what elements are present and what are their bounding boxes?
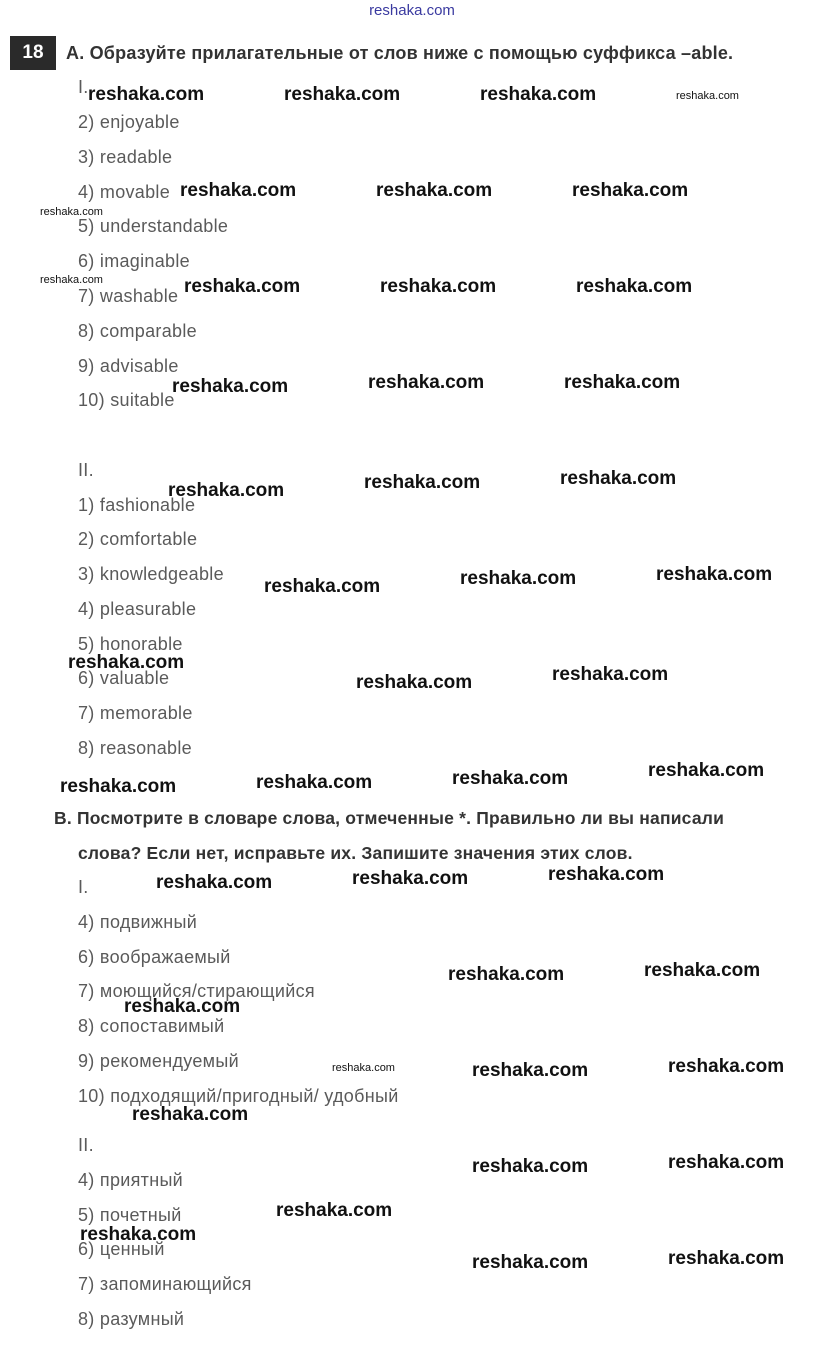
list-item: 2) enjoyable <box>78 112 180 132</box>
watermark: reshaka.com <box>276 1200 393 1221</box>
watermark: reshaka.com <box>668 1248 785 1269</box>
watermark: reshaka.com <box>168 480 285 501</box>
list-item: 9) advisable <box>78 356 179 376</box>
list-item: 6) imaginable <box>78 251 190 271</box>
list-item: 7) моющийся/стирающийся <box>78 981 315 1001</box>
list-item: 5) understandable <box>78 216 229 236</box>
group-label: II. <box>78 1135 94 1155</box>
watermark: reshaka.com <box>648 760 765 781</box>
list-item: 3) knowledgeable <box>78 564 224 584</box>
watermark: reshaka.com <box>472 1060 589 1081</box>
list-item: 3) readable <box>78 147 173 167</box>
list-item: 4) movable <box>78 182 171 202</box>
watermark: reshaka.com <box>548 864 665 885</box>
part-b-title-continued: слова? Если нет, исправьте их. Запишите значения этих слов. <box>78 843 633 863</box>
watermark: reshaka.com <box>656 564 773 585</box>
list-item: 8) разумный <box>78 1309 185 1329</box>
watermark: reshaka.com <box>572 180 689 201</box>
watermark: reshaka.com <box>564 372 681 393</box>
list-item: 8) сопоставимый <box>78 1016 225 1036</box>
watermark: reshaka.com <box>364 472 481 493</box>
group-label: II. <box>78 460 94 480</box>
list-item: 5) honorable <box>78 634 183 654</box>
watermark: reshaka.com <box>472 1156 589 1177</box>
watermark: reshaka.com <box>352 868 469 889</box>
list-item: 10) suitable <box>78 390 175 410</box>
part-b-title: В. Посмотрите в словаре слова, отмеченные *. Правильно ли вы написали <box>54 808 725 828</box>
watermark: reshaka.com <box>156 872 273 893</box>
group-label: I. <box>78 877 89 897</box>
watermark: reshaka.com <box>460 568 577 589</box>
site-header-link[interactable]: reshaka.com <box>369 2 455 19</box>
watermark: reshaka.com <box>668 1152 785 1173</box>
watermark: reshaka.com <box>80 1224 197 1245</box>
exercise-number-badge: 18 <box>10 36 56 70</box>
watermark: reshaka.com <box>448 964 565 985</box>
list-item: 2) comfortable <box>78 529 198 549</box>
watermark: reshaka.com <box>552 664 669 685</box>
watermark: reshaka.com <box>676 90 739 102</box>
watermark: reshaka.com <box>368 372 485 393</box>
watermark: reshaka.com <box>560 468 677 489</box>
watermark: reshaka.com <box>576 276 693 297</box>
watermark: reshaka.com <box>172 376 289 397</box>
watermark: reshaka.com <box>380 276 497 297</box>
watermark: reshaka.com <box>332 1062 395 1074</box>
watermark: reshaka.com <box>60 776 177 797</box>
watermark: reshaka.com <box>88 84 205 105</box>
watermark: reshaka.com <box>68 652 185 673</box>
list-item: 6) воображаемый <box>78 947 231 967</box>
list-item: 7) washable <box>78 286 179 306</box>
list-item: 9) рекомендуемый <box>78 1051 239 1071</box>
watermark: reshaka.com <box>480 84 597 105</box>
part-a-title: А. Образуйте прилагательные от слов ниже с помощью суффикса –able. <box>66 43 734 63</box>
list-item: 10) подходящий/пригодный/ удобный <box>78 1086 399 1106</box>
list-item: 5) почетный <box>78 1205 182 1225</box>
list-item: 8) reasonable <box>78 738 192 758</box>
watermark: reshaka.com <box>644 960 761 981</box>
watermark: reshaka.com <box>264 576 381 597</box>
watermark: reshaka.com <box>668 1056 785 1077</box>
group-label: I. <box>78 77 89 97</box>
watermark: reshaka.com <box>376 180 493 201</box>
list-item: 8) comparable <box>78 321 197 341</box>
list-item: 4) приятный <box>78 1170 184 1190</box>
watermark: reshaka.com <box>256 772 373 793</box>
watermark: reshaka.com <box>40 274 103 286</box>
watermark: reshaka.com <box>284 84 401 105</box>
list-item: 1) fashionable <box>78 495 196 515</box>
watermark: reshaka.com <box>132 1104 249 1125</box>
list-item: 7) memorable <box>78 703 193 723</box>
watermark: reshaka.com <box>40 206 103 218</box>
watermark: reshaka.com <box>184 276 301 297</box>
list-item: 7) запоминающийся <box>78 1274 252 1294</box>
watermark: reshaka.com <box>452 768 569 789</box>
list-item: 6) valuable <box>78 668 170 688</box>
watermark: reshaka.com <box>472 1252 589 1273</box>
list-item: 4) подвижный <box>78 912 198 932</box>
watermark: reshaka.com <box>124 996 241 1017</box>
watermark: reshaka.com <box>180 180 297 201</box>
watermark: reshaka.com <box>356 672 473 693</box>
list-item: 4) pleasurable <box>78 599 197 619</box>
list-item: 6) ценный <box>78 1239 165 1259</box>
